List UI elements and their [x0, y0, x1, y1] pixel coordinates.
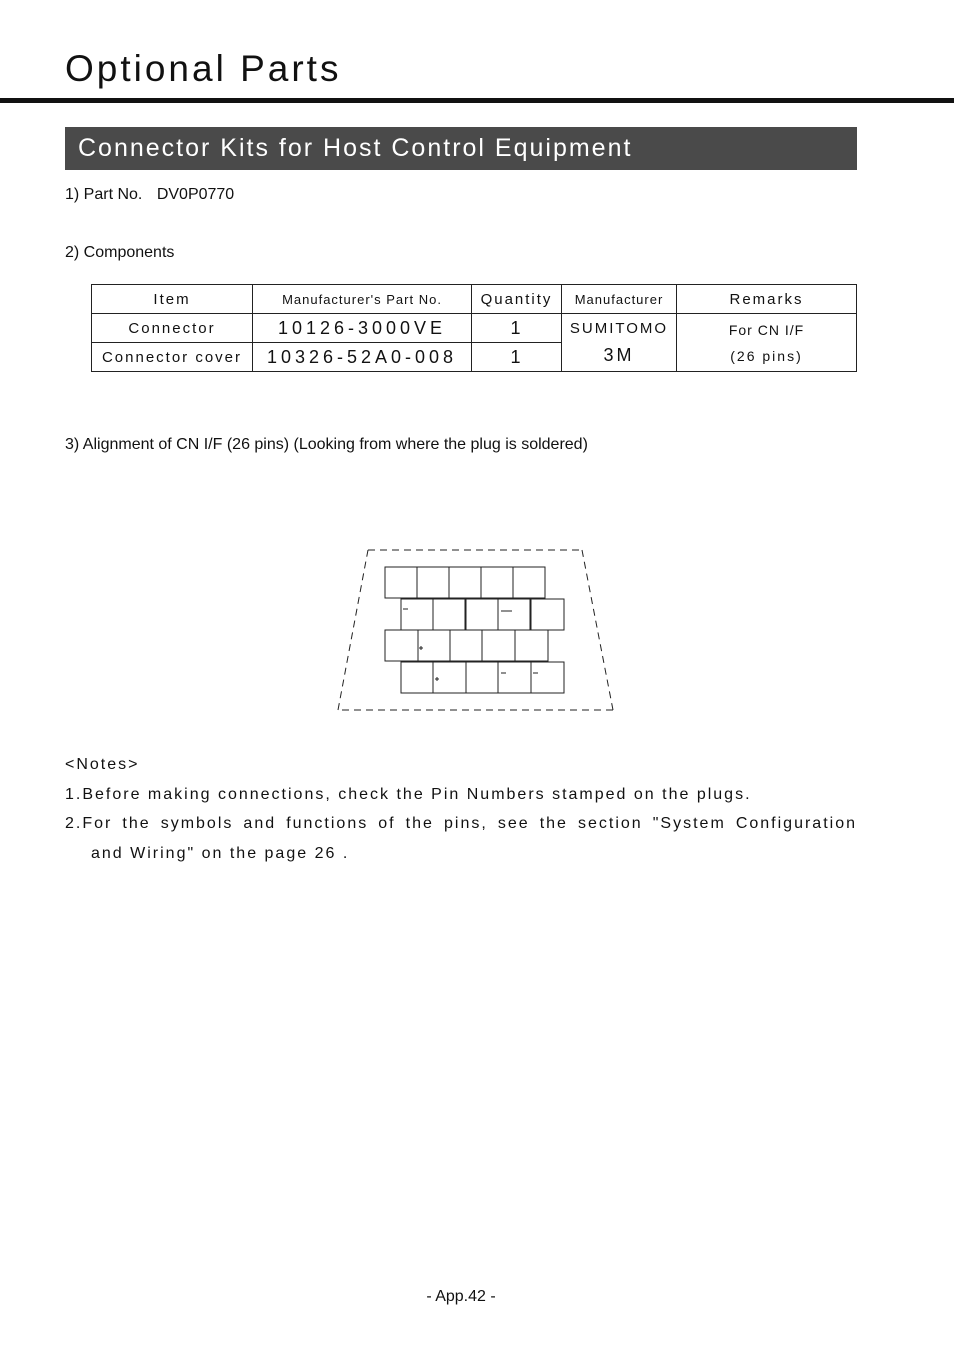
table-header-row: [92, 285, 857, 314]
note-item-2-continued: and Wiring" on the page 26 .: [91, 844, 350, 862]
cell-remarks: [677, 314, 857, 372]
cell-quantity: 1: [472, 314, 562, 343]
note-item-1: 1.Before making connections, check the Pin Numbers stamped on the plugs.: [65, 785, 752, 803]
section-heading: Connector Kits for Host Control Equipment: [65, 127, 857, 170]
table-row: [92, 314, 857, 343]
part-number-line: [65, 186, 234, 204]
column-header-part-no: Manufacturer's Part No.: [253, 285, 472, 314]
components-heading: 2) Components: [65, 244, 175, 261]
pin-grid: [385, 567, 564, 693]
column-header-quantity: Quantity: [472, 285, 562, 314]
cell-quantity: 1: [472, 343, 562, 372]
notes: [65, 750, 857, 868]
components-table: [91, 284, 857, 372]
column-header-manufacturer: Manufacturer: [562, 285, 677, 314]
column-header-item: Item: [92, 285, 253, 314]
part-number-label: 1) Part No.: [65, 186, 143, 203]
remarks-line-1: For CN I/F: [728, 321, 805, 338]
title-rule: [0, 98, 954, 103]
cell-item: Connector cover: [92, 343, 253, 372]
page-title: Optional Parts: [65, 48, 342, 89]
part-number-value: DV0P0770: [156, 186, 235, 203]
cell-manufacturer: [562, 314, 677, 372]
alignment-heading: 3) Alignment of CN I/F (26 pins) (Looking from where the plug is soldered): [65, 436, 588, 453]
manufacturer-line-2: 3M: [603, 344, 635, 365]
remarks-line-2: (26 pins): [730, 347, 803, 364]
connector-pin-diagram: [330, 540, 630, 720]
cell-item: Connector: [92, 314, 253, 343]
column-header-remarks: Remarks: [677, 285, 857, 314]
note-item-2: 2.For the symbols and functions of the pins, see the section "System Configuration: [65, 815, 857, 832]
cell-part-no: 10326-52A0-008: [253, 343, 472, 372]
page-number: - App.42 -: [426, 1288, 496, 1305]
notes-heading: <Notes>: [65, 756, 140, 773]
cell-part-no: 10126-3000VE: [253, 314, 472, 343]
manufacturer-line-1: SUMITOMO: [569, 319, 669, 337]
